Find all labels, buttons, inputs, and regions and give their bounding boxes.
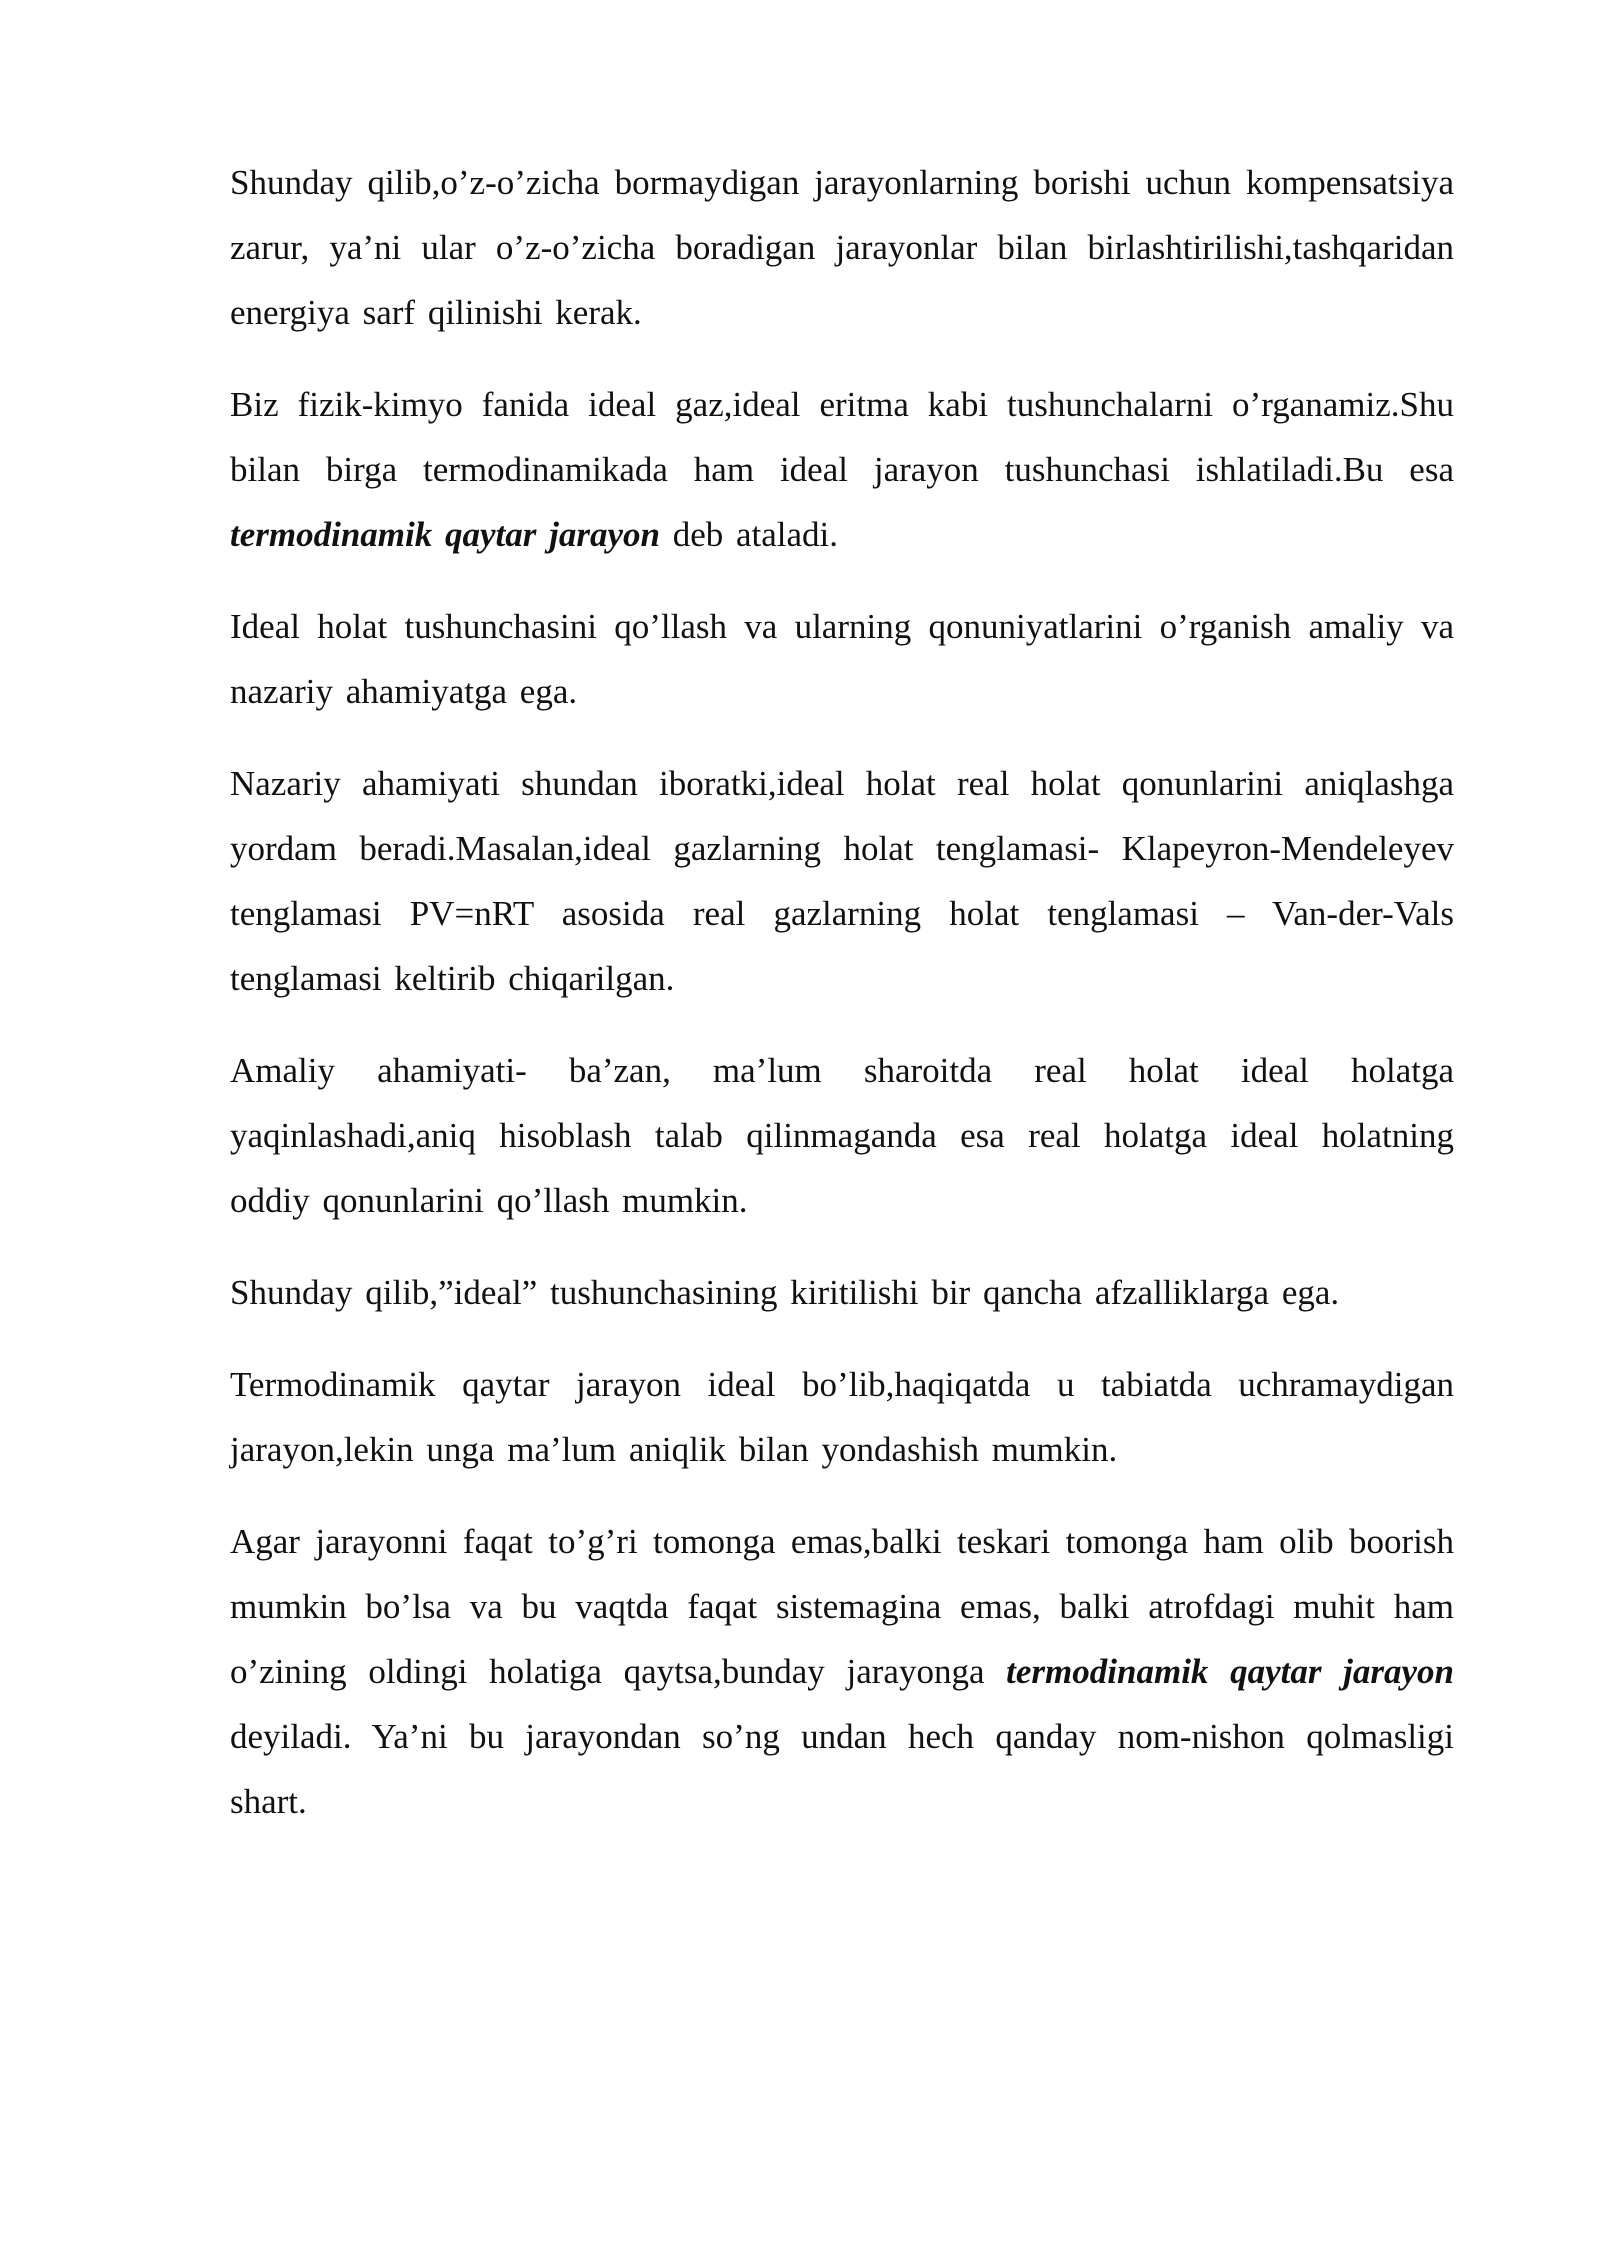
paragraph-7-text: Termodinamik qaytar jarayon ideal bo’lib,haqiqatda u tabiatda uchramaydigan jarayon,lekin unga ma’lum aniqlik bilan yondashish mumkin. (230, 1365, 1454, 1469)
emphasized-term: termodinamik qaytar jarayon (1006, 1652, 1455, 1691)
paragraph-5-text: Amaliy ahamiyati- ba’zan, ma’lum sharoitda real holat ideal holatga yaqinlashadi,aniq hisoblash talab qilinmaganda esa real holatga ideal holatning oddiy qonunlarini qo’llash mumkin. (230, 1051, 1454, 1220)
document-page (230, 150, 1454, 1861)
paragraph-6 (230, 1260, 1454, 1325)
paragraph-1-text: Shunday qilib,o’z-o’zicha bormaydigan jarayonlarning borishi uchun kompensatsiya zarur, ya’ni ular o’z-o’zicha boradigan jarayonlar bilan birlashtirilishi,tashqaridan energiya sarf qilinishi kerak. (230, 163, 1454, 332)
paragraph-1 (230, 150, 1454, 345)
paragraph-4-text: Nazariy ahamiyati shundan iboratki,ideal holat real holat qonunlarini aniqlashga yordam beradi.Masalan,ideal gazlarning holat tenglamasi- Klapeyron-Mendeleyev tenglamasi PV=nRT asosida real gazlarning holat tenglamasi – Van-der-Vals tenglamasi keltirib chiqarilgan. (230, 764, 1454, 998)
paragraph-2 (230, 372, 1454, 567)
paragraph-6-text: Shunday qilib,”ideal” tushunchasining kiritilishi bir qancha afzalliklarga ega. (230, 1273, 1340, 1312)
emphasized-term: termodinamik qaytar jarayon (230, 515, 660, 554)
paragraph-3-text: Ideal holat tushunchasini qo’llash va ularning qonuniyatlarini o’rganish amaliy va nazariy ahamiyatga ega. (230, 607, 1454, 711)
paragraph-2-text-b: deb ataladi. (659, 515, 839, 554)
paragraph-8-text-b: deyiladi. Ya’ni bu jarayondan so’ng undan hech qanday nom-nishon qolmasligi shart. (230, 1717, 1454, 1821)
paragraph-3 (230, 594, 1454, 724)
paragraph-4 (230, 751, 1454, 1011)
paragraph-2-text-a: Biz fizik-kimyo fanida ideal gaz,ideal eritma kabi tushunchalarni o’rganamiz.Shu bilan birga termodinamikada ham ideal jarayon tushunchasi ishlatiladi.Bu esa (230, 385, 1454, 489)
paragraph-5 (230, 1038, 1454, 1233)
paragraph-8 (230, 1509, 1454, 1834)
paragraph-8-text-a: Agar jarayonni faqat to’g’ri tomonga emas,balki teskari tomonga ham olib boorish mumkin bo’lsa va bu vaqtda faqat sistemagina emas, balki atrofdagi muhit ham o’zining oldingi holatiga qaytsa,bunday jarayonga (230, 1522, 1454, 1691)
paragraph-7 (230, 1352, 1454, 1482)
